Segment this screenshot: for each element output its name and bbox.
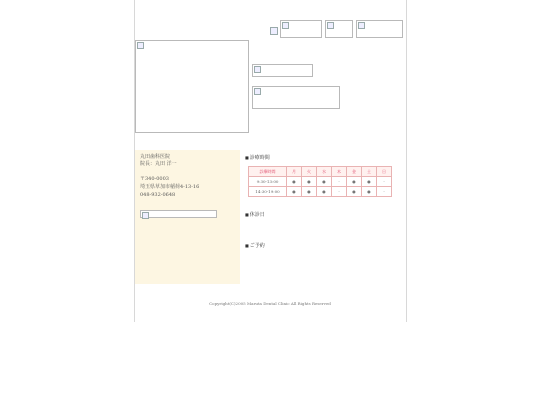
banner-image: [252, 86, 340, 109]
table-cell: ●: [302, 187, 317, 197]
table-cell: ●: [287, 177, 302, 187]
table-cell: -: [332, 187, 347, 197]
table-cell: -: [332, 177, 347, 187]
header-cell: 診療時間: [249, 167, 287, 177]
table-cell: ●: [317, 177, 332, 187]
hours-table-header: [249, 167, 392, 177]
table-cell: ●: [362, 177, 377, 187]
hero-image: [135, 40, 249, 133]
table-row: [249, 177, 392, 187]
title-image: [252, 64, 313, 77]
broken-image-icon: [270, 27, 278, 35]
clinic-address: 埼玉県草加市稲荷4-13-16: [140, 184, 200, 190]
clinic-phone: 048-932-0648: [140, 192, 176, 198]
clinic-director: 院長：丸田 洋一: [140, 161, 177, 167]
nav-image-button-1[interactable]: [280, 20, 322, 38]
table-cell: ●: [347, 187, 362, 197]
table-cell: ●: [287, 187, 302, 197]
table-cell: -: [377, 187, 392, 197]
table-cell: -: [377, 177, 392, 187]
clinic-name: 丸田歯科医院: [140, 154, 171, 160]
table-cell: 9:30-13:00: [249, 177, 287, 187]
header-cell: 水: [317, 167, 332, 177]
header-cell: 月: [287, 167, 302, 177]
table-row: [249, 187, 392, 197]
hours-table: [248, 166, 392, 197]
header-cell: 日: [377, 167, 392, 177]
table-cell: 14:30-19:00: [249, 187, 287, 197]
section-title-holiday: ■ 休診日: [245, 211, 265, 218]
clinic-postal-code: 〒340-0003: [140, 176, 169, 182]
table-cell: ●: [362, 187, 377, 197]
sidebar-image-link[interactable]: [140, 210, 217, 218]
header-cell: 金: [347, 167, 362, 177]
footer-copyright: Copyright(C)2005 Maruta Dental Clinic All Rights Reserved: [209, 301, 331, 306]
nav-image-button-3[interactable]: [356, 20, 403, 38]
table-cell: ●: [302, 177, 317, 187]
header-cell: 火: [302, 167, 317, 177]
table-cell: ●: [317, 187, 332, 197]
header-cell: 土: [362, 167, 377, 177]
nav-image-button-2[interactable]: [325, 20, 353, 38]
section-title-hours: ■ 診療時間: [245, 154, 270, 161]
table-cell: ●: [347, 177, 362, 187]
section-title-reservation: ■ ご予約: [245, 242, 265, 249]
header-cell: 木: [332, 167, 347, 177]
